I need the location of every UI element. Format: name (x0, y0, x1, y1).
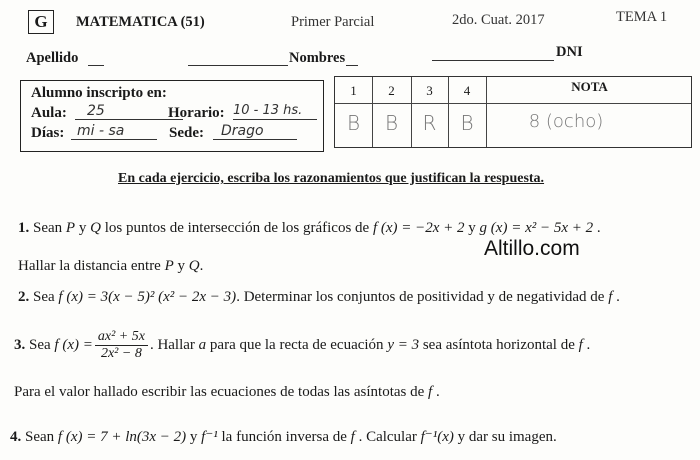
exam-term: 2do. Cuat. 2017 (452, 12, 545, 28)
id-label: DNI (556, 44, 583, 60)
exercise-text: Hallar la distancia entre (18, 258, 165, 274)
schedule-value: 10 - 13 hs. (233, 103, 303, 118)
exercise-1-number: 1. (18, 220, 30, 236)
exercise-1 (18, 220, 601, 237)
exercise-2-number: 2. (18, 289, 30, 305)
math-var: P (164, 258, 174, 274)
exercise-text: sea asíntota horizontal de (419, 336, 579, 353)
math-var: P (65, 220, 76, 236)
grade-value-3: R (422, 111, 437, 135)
names-field-line (432, 47, 554, 61)
exercise-text: y (75, 220, 91, 236)
surname-label: Apellido (26, 50, 79, 66)
schedule-label: Horario: (168, 105, 225, 121)
math-expression: f⁻¹(x) (420, 429, 454, 445)
exercise-3 (14, 329, 590, 362)
names-label: Nombres (289, 50, 346, 66)
math-expression: f (x) = (54, 336, 93, 353)
course-title: MATEMATICA (51) (76, 14, 205, 30)
exercise-text: Sean (29, 220, 66, 236)
exercise-2 (18, 289, 620, 306)
exercise-3-line-2 (14, 384, 440, 401)
math-var: f (350, 429, 355, 445)
exercise-4 (10, 427, 557, 446)
math-var: f (608, 289, 613, 305)
math-var: f (578, 336, 583, 353)
exercise-text: . (582, 336, 591, 353)
grade-value-4: B (460, 111, 474, 135)
grade-header-2: 2 (388, 83, 395, 98)
grade-value-total: 8 (ocho) (528, 111, 604, 132)
exercise-text: Sea (29, 289, 59, 305)
math-expression: y = 3 (387, 336, 420, 353)
math-expression: f (x) = 7 + ln(3x − 2) (57, 429, 187, 445)
exercise-text: y (186, 429, 202, 445)
exercise-text: . (612, 289, 620, 305)
exercise-1-line-2 (18, 258, 203, 275)
exercise-text: para que la recta de ecuación (206, 336, 388, 353)
names-line (346, 52, 358, 66)
watermark-text: Altillo.com (484, 237, 580, 260)
math-fraction (95, 329, 148, 362)
exercise-text: Sean (21, 429, 58, 445)
room-value: 25 (87, 103, 105, 119)
math-var: f (428, 384, 433, 400)
exercise-text: . Determinar los conjuntos de positividad y de negatividad de (236, 289, 609, 305)
campus-value: Drago (221, 123, 264, 139)
exercise-text: . Hallar (149, 336, 199, 353)
exercise-text: . (432, 384, 440, 400)
exercise-4-number: 4. (10, 429, 22, 445)
exam-theme: TEMA 1 (616, 9, 668, 25)
room-label: Aula: (31, 105, 67, 121)
exercise-text: Para el valor hallado escribir las ecuaciones de todas las asíntotas de (14, 384, 429, 400)
fraction-numerator: ax² + 5x (95, 329, 148, 346)
math-expression: f (x) = 3(x − 5)² (x² − 2x − 3) (58, 289, 237, 305)
math-expression: f⁻¹ (201, 429, 218, 445)
grade-value-2: B (384, 111, 399, 135)
exercise-text: y (464, 220, 480, 236)
exercise-3-number: 3. (14, 336, 26, 353)
exercise-text: . Calcular (354, 429, 421, 445)
days-label: Días: (31, 125, 65, 141)
exercise-text: los puntos de intersección de los gráficos de (100, 220, 373, 236)
days-value: mi - sa (77, 123, 125, 139)
math-expression: g (x) = x² − 5x + 2 (479, 220, 594, 236)
fraction-denominator: 2x² − 8 (100, 346, 142, 361)
exercise-text: . (593, 220, 601, 236)
grade-row-divider (335, 103, 691, 104)
campus-label: Sede: (169, 125, 204, 141)
enrollment-box (20, 80, 324, 152)
exercise-text: y (173, 258, 189, 274)
grade-table (334, 76, 692, 148)
math-var: a (198, 336, 207, 353)
exercise-text: y dar su imagen. (453, 429, 557, 445)
math-var: Q (188, 258, 200, 274)
instruction-text: En cada ejercicio, escriba los razonamientos que justifican la respuesta. (118, 171, 545, 186)
exercise-text: Sea (25, 336, 55, 353)
grade-header-total: NOTA (571, 79, 608, 94)
grade-value-1: B (346, 111, 361, 135)
exam-name: Primer Parcial (291, 14, 375, 30)
math-var: Q (90, 220, 101, 236)
grade-header-1: 1 (350, 83, 357, 98)
exercise-text: la función inversa de (217, 429, 351, 445)
surname-field-line (188, 52, 288, 66)
grade-header-3: 3 (426, 83, 433, 98)
surname-line (88, 52, 104, 66)
enrollment-title: Alumno inscripto en: (31, 85, 167, 101)
math-expression: f (x) = −2x + 2 (372, 220, 465, 236)
exercise-text: . (199, 258, 204, 274)
grade-header-4: 4 (463, 83, 471, 98)
exam-group-letter: G (28, 10, 54, 34)
